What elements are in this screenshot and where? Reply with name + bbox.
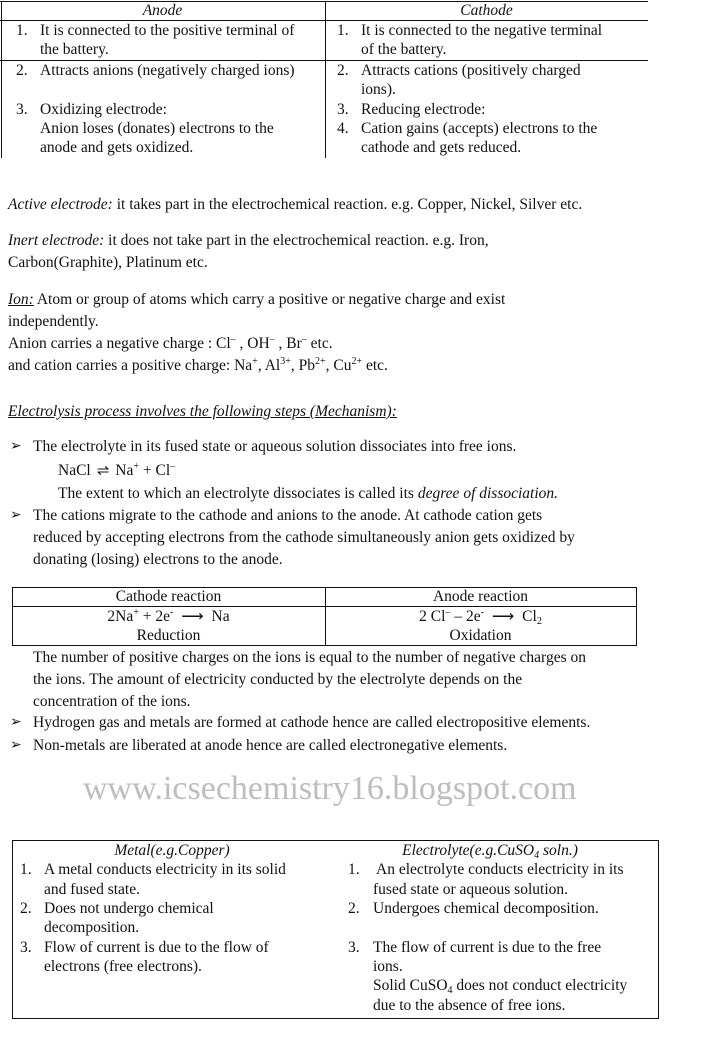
list-number: 2. [16, 62, 28, 79]
list-item: It is connected to the negative terminal [361, 22, 603, 39]
bullet-arrow-icon: ➢ [10, 715, 22, 730]
text: + 2e [138, 608, 170, 625]
anode-equation [325, 607, 636, 626]
text: etc. [362, 357, 388, 374]
text: does not conduct electricity [452, 977, 628, 994]
list-item: ions). [361, 81, 396, 98]
cathode-equation [12, 607, 325, 626]
superscript: + [133, 461, 140, 472]
list-item: It is connected to the positive terminal of [40, 22, 295, 39]
list-item: Cation gains (accepts) electrons to the [361, 120, 598, 137]
list-item: fused state or aqueous solution. [373, 881, 569, 898]
text: Solid CuSO [373, 977, 448, 994]
list-item: electrons (free electrons). [44, 958, 202, 975]
list-number: 4. [337, 120, 349, 137]
term: degree of dissociation. [417, 485, 559, 502]
list-number: 3. [348, 939, 360, 956]
arrow-icon: ⟶ [491, 608, 515, 625]
list-item: Anion loses (donates) electrons to the [40, 120, 274, 137]
paragraph: concentration of the ions. [33, 693, 191, 710]
bullet-text: The cations migrate to the cathode and anions to the anode. At cathode cation gets [33, 507, 543, 524]
text: 2 Cl [419, 608, 446, 625]
list-item: Does not undergo chemical [44, 900, 214, 917]
bullet-text: donating (losing) electrons to the anode. [33, 551, 283, 568]
reduction-label: Reduction [136, 627, 201, 644]
bullet-arrow-icon: ➢ [10, 508, 22, 523]
term: Inert electrode: [8, 232, 105, 249]
list-item: anode and gets oxidized. [40, 139, 194, 156]
list-item: Reducing electrode: [361, 101, 486, 118]
subscript: 4 [447, 985, 453, 996]
list-item: Undergoes chemical decomposition. [373, 900, 599, 917]
list-number: 1. [348, 861, 360, 878]
superscript: + [252, 356, 258, 367]
superscript: ‒ [230, 334, 236, 345]
inert-electrode-def [8, 231, 489, 250]
text: NaCl [58, 462, 91, 479]
text: + Cl [139, 462, 171, 479]
definition-cont: Carbon(Graphite), Platinum etc. [8, 254, 208, 271]
text: 2Na [107, 608, 134, 625]
definition: Atom or group of atoms which carry a positive or negative charge and exist [33, 291, 506, 308]
list-item: An electrolyte conducts electricity in its [376, 861, 624, 878]
list-number: 2. [337, 62, 349, 79]
list-number: 3. [20, 939, 32, 956]
list-item: A metal conducts electricity in its solid [44, 861, 286, 878]
text: , Al [257, 357, 281, 374]
text: , Cu [325, 357, 352, 374]
table-border [325, 1, 326, 158]
table-border [1, 1, 2, 158]
superscript: - [480, 607, 484, 618]
superscript: ‒ [170, 461, 176, 472]
term: Active electrode: [8, 196, 113, 213]
bullet-text: reduced by accepting electrons from the cathode simultaneously anion gets oxidized by [33, 529, 575, 546]
bullet-text: Non-metals are liberated at anode hence are called electronegative elements. [33, 737, 508, 754]
list-number: 1. [16, 22, 28, 39]
list-number: 2. [20, 900, 32, 917]
header-anode-reaction: Anode reaction [432, 588, 529, 605]
list-item: Attracts anions (negatively charged ions) [40, 62, 295, 79]
degree-text [58, 484, 558, 503]
text: – 2e [450, 608, 481, 625]
anion-text [8, 334, 333, 353]
superscript: 2+ [351, 356, 363, 367]
section-heading: Electrolysis process involves the following steps (Mechanism): [8, 403, 397, 420]
superscript: ‒ [269, 334, 275, 345]
superscript: ‒ [445, 607, 451, 618]
superscript: + [133, 607, 139, 618]
list-number: 3. [337, 101, 349, 118]
ion-def [8, 290, 505, 309]
paragraph: the ions. The amount of electricity conducted by the electrolyte depends on the [33, 671, 523, 688]
bullet-text: The electrolyte in its fused state or aqueous solution dissociates into free ions. [33, 438, 517, 455]
list-item: and fused state. [44, 881, 140, 898]
list-number: 2. [348, 900, 360, 917]
header-metal: Metal(e.g.Copper) [114, 842, 230, 859]
bullet-arrow-icon: ➢ [10, 439, 22, 454]
list-item: ions. [373, 958, 403, 975]
header-anode: Anode [142, 2, 183, 19]
list-number: 1. [20, 861, 32, 878]
subscript: 2 [536, 616, 542, 627]
text: Anion carries a negative charge : Cl [8, 335, 231, 352]
superscript: 3+ [280, 356, 291, 367]
list-item: Oxidizing electrode: [40, 101, 167, 118]
definition: it takes part in the electrochemical reaction. e.g. Copper, Nickel, Silver etc. [112, 196, 583, 213]
cation-text [8, 356, 388, 375]
list-item [373, 976, 627, 995]
bullet-text: Hydrogen gas and metals are formed at cathode hence are called electropositive elements. [33, 714, 591, 731]
superscript: - [169, 607, 174, 618]
list-item: Flow of current is due to the flow of [44, 939, 269, 956]
text: Electrolyte(e.g.CuSO [402, 842, 535, 859]
list-item: of the battery. [361, 41, 447, 58]
text: , Br [274, 335, 302, 352]
equilibrium-arrow-icon: ⇌ [96, 463, 110, 479]
text: Na [115, 462, 134, 479]
header-cathode-reaction: Cathode reaction [115, 588, 222, 605]
list-item: Attracts cations (positively charged [361, 62, 581, 79]
list-item: decomposition. [44, 919, 140, 936]
definition-cont: independently. [8, 313, 99, 330]
text: , Pb [290, 357, 315, 374]
dissociation-equation [58, 461, 175, 481]
text: soln.) [539, 842, 578, 859]
bullet-arrow-icon: ➢ [10, 738, 22, 753]
text: etc. [306, 335, 333, 352]
list-item: the battery. [40, 41, 109, 58]
definition: it does not take part in the electrochemical reaction. e.g. Iron, [104, 232, 489, 249]
list-number: 1. [337, 22, 349, 39]
list-item: due to the absence of free ions. [373, 997, 566, 1014]
paragraph: The number of positive charges on the ions is equal to the number of negative charges on [33, 649, 586, 666]
subscript: 4 [534, 850, 540, 861]
list-item: cathode and gets reduced. [361, 139, 522, 156]
term: Ion: [8, 291, 34, 308]
text: and cation carries a positive charge: Na [8, 357, 253, 374]
arrow-icon: ⟶ [181, 608, 204, 625]
text: The extent to which an electrolyte dissociates is called its [58, 485, 418, 502]
active-electrode-def [8, 195, 582, 214]
watermark: www.icsechemistry16.blogspot.com [83, 770, 577, 807]
header-cathode: Cathode [460, 2, 513, 19]
text: , OH [235, 335, 270, 352]
list-item: The flow of current is due to the free [373, 939, 602, 956]
oxidation-label: Oxidation [449, 627, 512, 644]
text: Cl [522, 608, 537, 625]
header-electrolyte [330, 841, 650, 860]
superscript: ‒ [301, 334, 307, 345]
text: Na [211, 608, 230, 625]
superscript: 2+ [314, 356, 326, 367]
list-number: 3. [16, 101, 28, 118]
